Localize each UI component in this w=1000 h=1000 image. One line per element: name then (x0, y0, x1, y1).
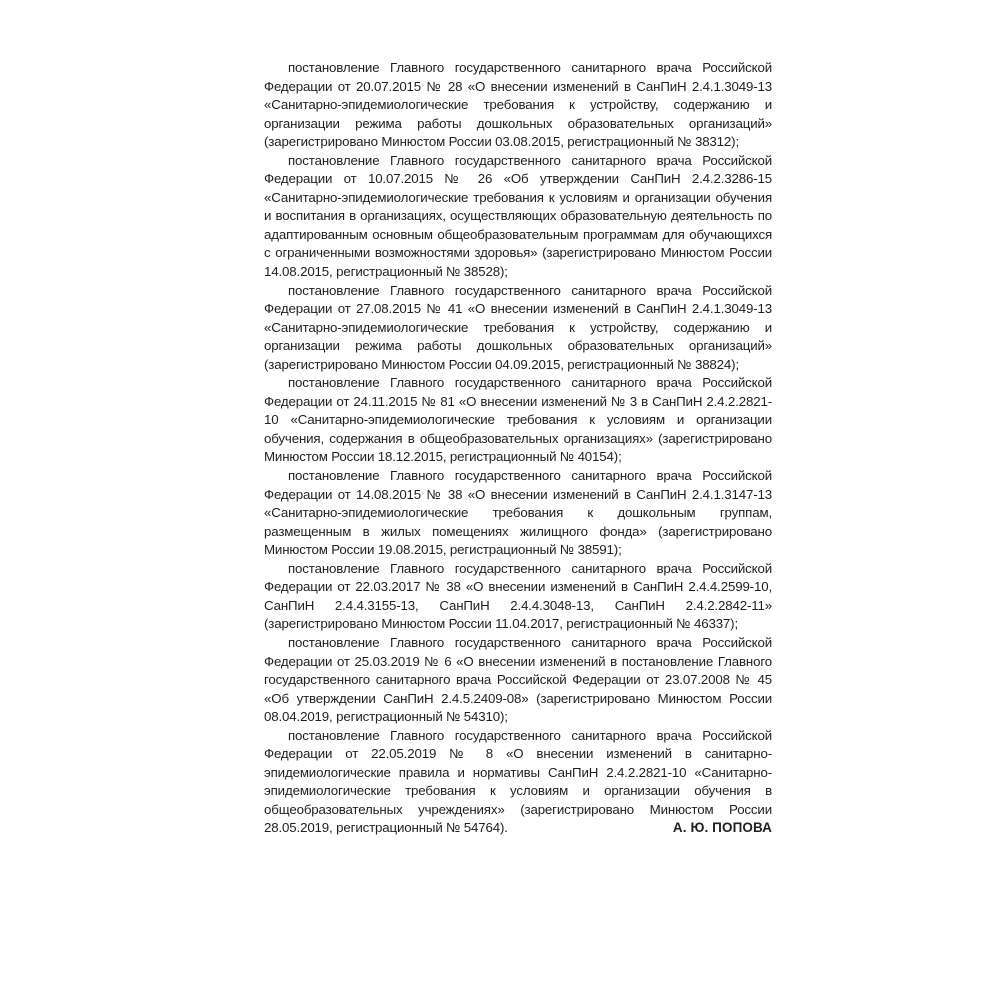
paragraph-7: постановление Главного государственного санитарного врача Российской Федерации от 25.03.2019 № 6 «О внесении изменений в постановление Главного государственного санитарного врача Российской Федерации от 23.07.2008 № 45 «Об утверждении СанПиН 2.4.5.2409-08» (зарегистрировано Минюстом России 08.04.2019, регистрационный № 54310); (264, 634, 772, 725)
paragraph-6: постановление Главного государственного санитарного врача Российской Федерации от 22.03.2017 № 38 «О внесении изменений в СанПиН 2.4.4.2599-10, СанПиН 2.4.4.3155-13, СанПиН 2.4.4.3048-13, СанПиН 2.4.2.2842-11» (зарегистрировано Минюстом России 11.04.2017, регистрационный № 46337); (264, 560, 772, 632)
paragraph-4: постановление Главного государственного санитарного врача Российской Федерации от 24.11.2015 № 81 «О внесении изменений № 3 в СанПиН 2.4.2.2821-10 «Санитарно-эпидемиологические требования к условиям и организации обучения, содержания в общеобразовательных организациях» (зарегистрировано Минюстом России 18.12.2015, регистрационный № 40154); (264, 375, 772, 465)
paragraph-5: постановление Главного государственного санитарного врача Российской Федерации от 14.08.2015 № 38 «О внесении изменений в СанПиН 2.4.1.3147-13 «Санитарно-эпидемиологические требования к дошкольным группам, размещенным в жилых помещениях жилищного фонда» (зарегистрировано Минюстом России 19.08.2015, регистрационный № 38591); (264, 468, 772, 558)
paragraph-3: постановление Главного государственного санитарного врача Российской Федерации от 27.08.2015 № 41 «О внесении изменений в СанПиН 2.4.1.3049-13 «Санитарно-эпидемиологические требования к устройству, содержанию и организации режима работы дошкольных образовательных организаций» (зарегистрировано Минюстом России 04.09.2015, регистрационный № 38824); (264, 282, 772, 372)
paragraph-2: постановление Главного государственного санитарного врача Российской Федерации от 10.07.2015 № 26 «Об утверждении СанПиН 2.4.2.3286-15 «Санитарно-эпидемиологические требования к условиям и организации обучения и воспитания в организациях, осуществляющих образовательную деятельность по адаптированным основным общеобразовательным программам для обучающихся с ограниченными возможностями здоровья» (зарегистрировано Минюстом России 14.08.2015, регистрационный № 38528); (264, 152, 772, 280)
signature: А. Ю. ПОПОВА (672, 820, 772, 835)
paragraph-1: постановление Главного государственного санитарного врача Российской Федерации от 20.07.2015 № 28 «О внесении изменений в СанПиН 2.4.1.3049-13 «Санитарно-эпидемиологические требования к устройству, содержанию и организации режима работы дошкольных образовательных организаций» (зарегистрировано Минюстом России 03.08.2015, регистрационный № 38312); (264, 60, 772, 150)
document-body (264, 59, 772, 838)
paragraph-8: постановление Главного государственного санитарного врача Российской Федерации от 22.05.2019 № 8 «О внесении изменений в санитарно-эпидемиологические правила и нормативы СанПиН 2.4.2.2821-10 «Санитарно-эпидемиологические требования к условиям и организации обучения в общеобразовательных учреждениях» (зарегистрировано Минюстом России 28.05.2019, регистрационный № 54764). (264, 727, 772, 836)
